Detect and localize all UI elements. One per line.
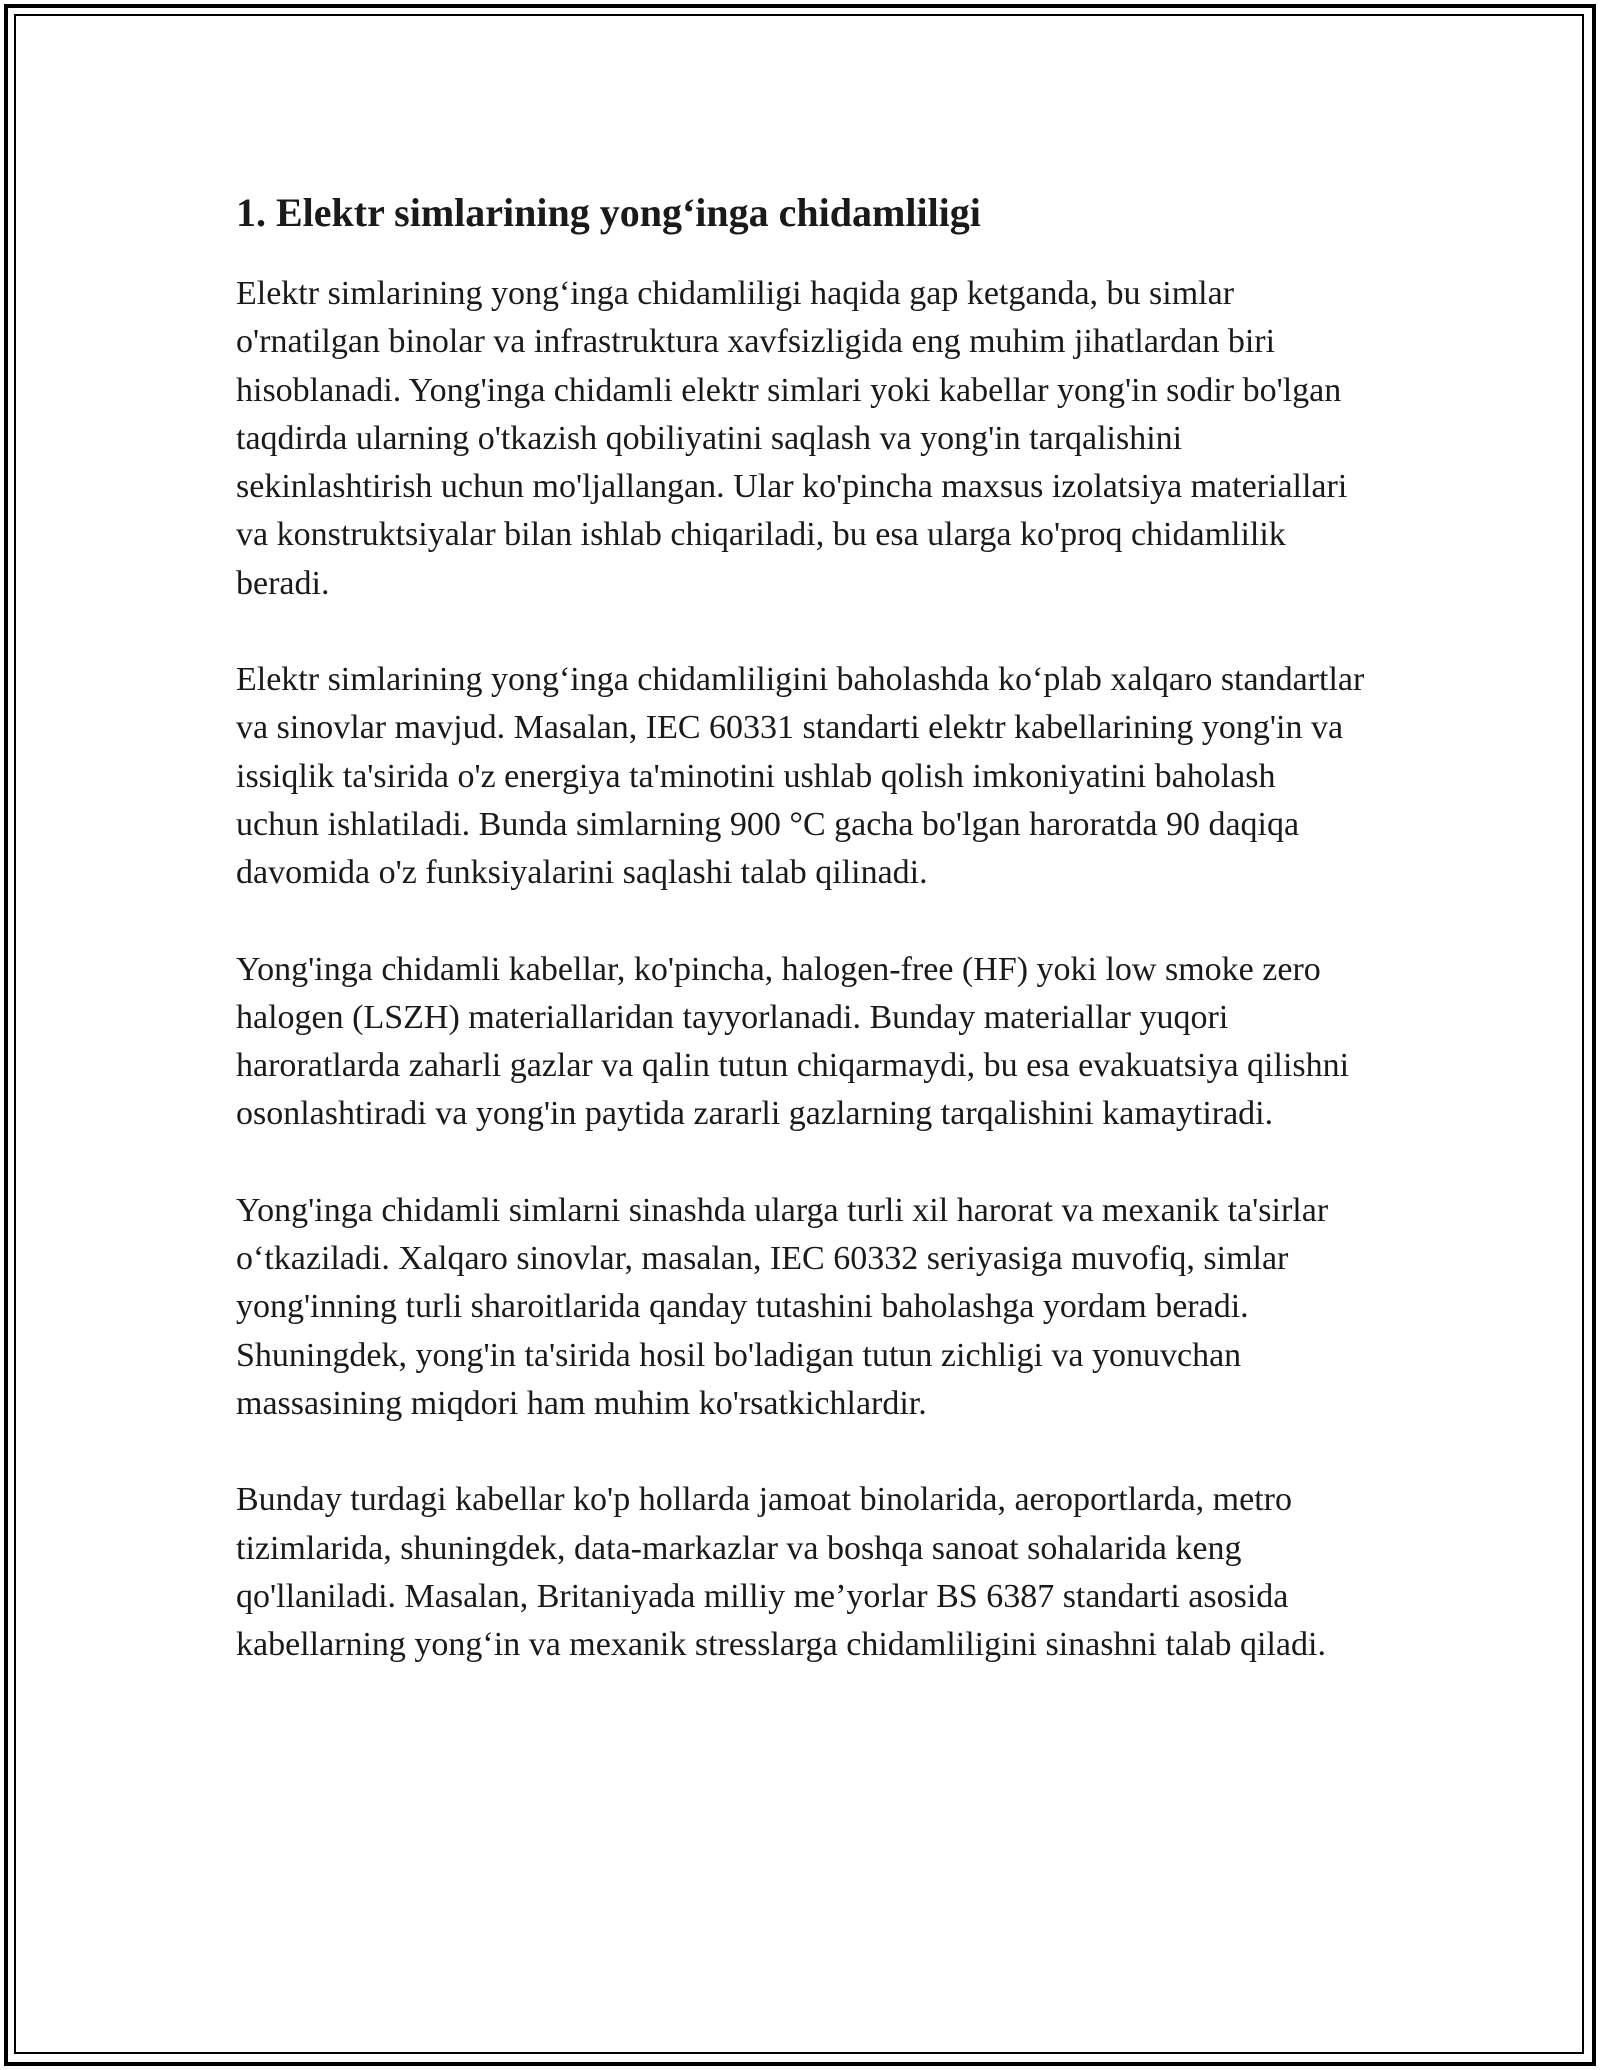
paragraph-5: Bunday turdagi kabellar ko'p hollarda jamoat binolarida, aeroportlarda, metro tizimlarida, shuningdek, data-markazlar va boshqa sanoat sohalarida keng qo'llaniladi. Masalan, Britaniyada milliy me’yorlar BS 6387 standarti asosida kabellarning yong‘in va mexanik stresslarga chidamliligini sinashni talab qiladi.: [236, 1481, 1326, 1664]
paragraph-2: Elektr simlarining yong‘inga chidamliligini baholashda ko‘plab xalqaro standartlar va sinovlar mavjud. Masalan, IEC 60331 standarti elektr kabellarining yong'in va issiqlik ta'sirida o'z energiya ta'minotini ushlab qolish imkoniyatini baholash uchun ishlatiladi. Bunda simlarning 900 °C gacha bo'lgan haroratda 90 daqiqa davomida o'z funksiyalarini saqlashi talab qilinadi.: [236, 661, 1365, 892]
section-heading: 1. Elektr simlarining yong‘inga chidamliligi: [236, 190, 981, 235]
document-body: [236, 182, 1366, 1717]
paragraph-3: Yong'inga chidamli kabellar, ko'pincha, halogen-free (HF) yoki low smoke zero halogen (LSZH) materiallaridan tayyorlanadi. Bunday materiallar yuqori haroratlarda zaharli gazlar va qalin tutun chiqarmaydi, bu esa evakuatsiya qilishni osonlashtiradi va yong'in paytida zararli gazlarning tarqalishini kamaytiradi.: [236, 950, 1350, 1133]
paragraph-1: Elektr simlarining yong‘inga chidamliligi haqida gap ketganda, bu simlar o'rnatilgan binolar va infrastruktura xavfsizligida eng muhim jihatlardan biri hisoblanadi. Yong'inga chidamli elektr simlari yoki kabellar yong'in sodir bo'lgan taqdirda ularning o'tkazish qobiliyatini saqlash va yong'in tarqalishini sekinlashtirish uchun mo'ljallangan. Ular ko'pincha maxsus izolatsiya materiallari va konstruktsiyalar bilan ishlab chiqariladi, bu esa ularga ko'proq chidamlilik beradi.: [236, 275, 1348, 602]
paragraph-4: Yong'inga chidamli simlarni sinashda ularga turli xil harorat va mexanik ta'sirlar o‘tkaziladi. Xalqaro sinovlar, masalan, IEC 60332 seriyasiga muvofiq, simlar yong'inning turli sharoitlarida qanday tutashini baholashga yordam beradi. Shuningdek, yong'in ta'sirida hosil bo'ladigan tutun zichligi va yonuvchan massasining miqdori ham muhim ko'rsatkichlardir.: [236, 1191, 1329, 1422]
